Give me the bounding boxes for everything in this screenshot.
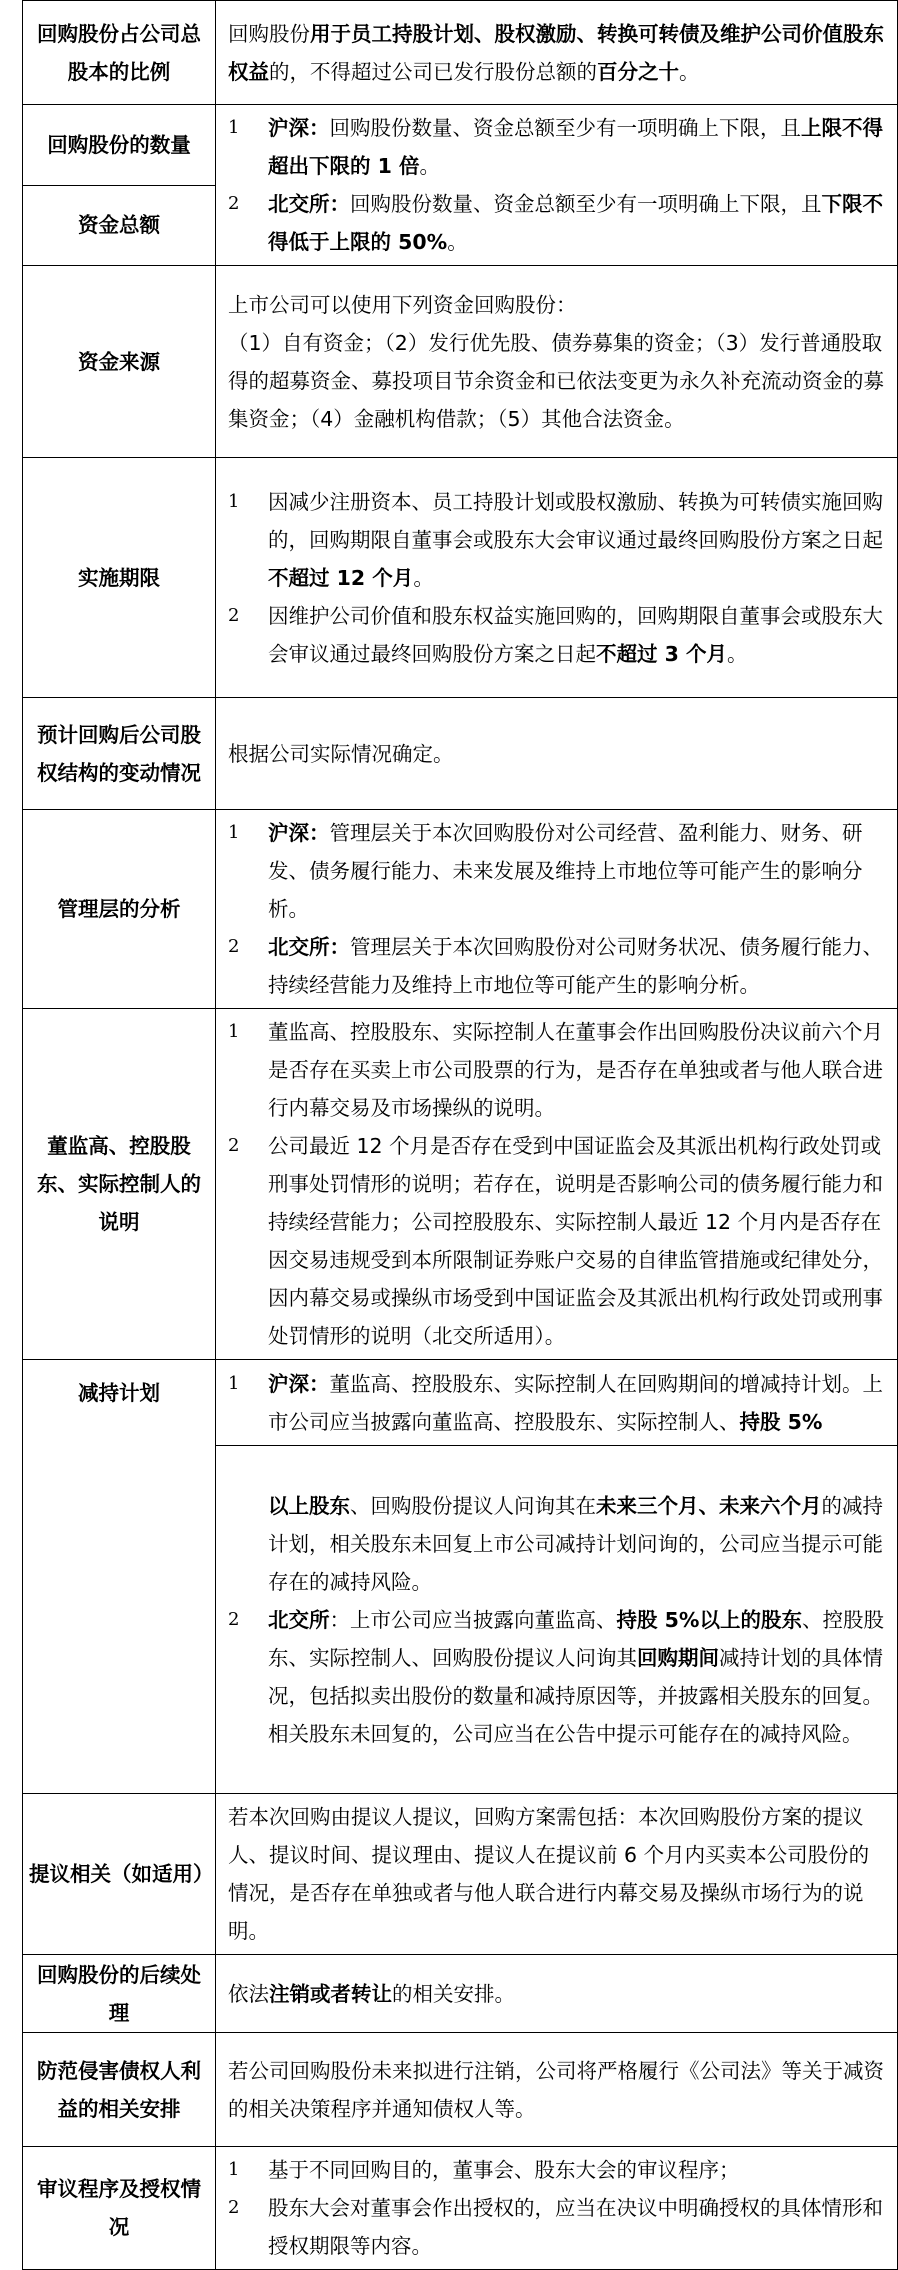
list-item (228, 1013, 887, 1127)
text-run: 董监高、控股股东、实际控制人在董事会作出回购股份决议前六个月是否存在买卖上市公司股票的行为，是否存在单独或者与他人联合进行内幕交易及市场操纵的说明。 (268, 1020, 883, 1120)
row-content (216, 105, 898, 266)
bold-run: 用于员工持股计划、股权激励、转换可转债及维护公司价值股东权益 (228, 21, 884, 84)
item-number: 1 (228, 2159, 240, 2180)
bold-run: 沪深： (268, 1371, 330, 1396)
list-item (228, 1127, 887, 1355)
list-item (228, 2151, 887, 2189)
list-item (228, 483, 887, 597)
table-row (23, 2033, 898, 2147)
bold-run: 回购期间 (637, 1645, 719, 1670)
item-text (268, 185, 887, 261)
text-run: 的，不得超过公司已发行股份总额的 (269, 59, 597, 84)
row-content: 若公司回购股份未来拟进行注销，公司将严格履行《公司法》等关于减资的相关决策程序并通知债权人等。 (216, 2033, 898, 2147)
rich-para (228, 22, 884, 84)
row-label: 防范侵害债权人利益的相关安排 (23, 2033, 216, 2147)
item-number: 2 (228, 604, 240, 626)
bold-run: 未来三个月、未来六个月 (596, 1493, 822, 1518)
text-run: 回购股份数量、资金总额至少有一项明确上下限，且 (350, 192, 822, 216)
list-item (228, 1601, 887, 1753)
text-run: 。 (679, 59, 700, 84)
text-run: 的相关安排。 (392, 1981, 515, 2006)
row-content (216, 1, 898, 105)
table-row (23, 1009, 898, 1360)
repurchase-rules-table (22, 0, 898, 2270)
row-content (216, 810, 898, 1009)
text-run: 、回购股份提议人问询其在 (350, 1493, 596, 1518)
funding-intro: 上市公司可以使用下列资金回购股份： (228, 292, 577, 317)
bold-run: 沪深： (268, 116, 330, 140)
item-number: 1 (228, 490, 240, 512)
text-run: 、控股股东、实际控制人、回购股份提议人问询其 (268, 1607, 884, 1670)
text-run: 管理层关于本次回购股份对公司经营、盈利能力、财务、研发、债务履行能力、未来发展及维持上市地位等可能产生的影响分析。 (268, 821, 863, 921)
bold-run: 百分之十 (597, 59, 679, 84)
bold-run: 北交所 (268, 1607, 330, 1632)
text-run: 。 (727, 641, 748, 666)
table-row (23, 2147, 898, 2270)
table-row (23, 1360, 898, 1446)
row-label: 回购股份占公司总股本的比例 (23, 1, 216, 105)
item-number: 1 (228, 1372, 240, 1394)
row-content: 若本次回购由提议人提议，回购方案需包括：本次回购股份方案的提议人、提议时间、提议理由、提议人在提议前 6 个月内买卖本公司股份的情况，是否存在单独或者与他人联合进行内幕交易及操纵市场行为的说明。 (216, 1794, 898, 1955)
item-text (268, 1127, 887, 1355)
item-number: 1 (228, 1021, 240, 1042)
text-run: 因减少注册资本、员工持股计划或股权激励、转换为可转债实施回购的，回购期限自董事会或股东大会审议通过最终回购股份方案之日起 (268, 489, 883, 552)
item-number: 1 (228, 822, 240, 843)
item-text (268, 597, 887, 673)
item-text (268, 814, 887, 928)
item-text (268, 109, 887, 185)
text-run: 管理层关于本次回购股份对公司财务状况、债务履行能力、持续经营能力及维持上市地位等可能产生的影响分析。 (268, 935, 883, 997)
text-run: ：上市公司应当披露向董监高、 (329, 1607, 617, 1632)
text-run: 。 (413, 565, 434, 590)
table-row (23, 1955, 898, 2033)
item-number: 2 (228, 1135, 240, 1156)
table-row (23, 458, 898, 698)
item-text (268, 2189, 887, 2265)
text-run: 的减持计划，相关股东未回复上市公司减持计划问询的，公司应当提示可能存在的减持风险。 (268, 1493, 883, 1594)
row-content (216, 1360, 898, 1446)
item-continuation (228, 1487, 887, 1601)
table-row (23, 698, 898, 810)
item-text (268, 1013, 887, 1127)
list-item (228, 928, 887, 1004)
bold-run: 下限不得低于上限的 50% (268, 192, 883, 254)
item-number: 2 (228, 2197, 240, 2218)
text-run: 董监高、控股股东、实际控制人在回购期间的增减持计划。上市公司应当披露向董监高、控股股东、实际控制人、 (268, 1371, 883, 1434)
bold-run: 以上股东 (268, 1493, 350, 1518)
row-label: 资金总额 (23, 185, 216, 266)
item-number: 2 (228, 193, 240, 214)
row-content (216, 1009, 898, 1360)
rich-para (228, 1982, 515, 2006)
text-run: 回购股份数量、资金总额至少有一项明确上下限，且 (329, 116, 801, 140)
item-number: 2 (228, 1608, 240, 1630)
text-run: 。 (447, 230, 468, 254)
row-label: 资金来源 (23, 266, 216, 458)
row-content (216, 2147, 898, 2270)
table-row (23, 105, 898, 186)
item-text (268, 928, 887, 1004)
table-row (23, 810, 898, 1009)
bold-run: 上限不得超出下限的 1 倍 (268, 116, 883, 178)
bold-run: 持股 5% (739, 1409, 823, 1434)
bold-run: 北交所： (268, 192, 350, 216)
table-row (23, 1, 898, 105)
row-label: 回购股份的数量 (23, 105, 216, 186)
item-number: 2 (228, 936, 240, 957)
table-row (23, 1794, 898, 1955)
row-label: 实施期限 (23, 458, 216, 698)
list-item (228, 185, 887, 261)
item-number: 1 (228, 117, 240, 138)
row-content (216, 266, 898, 458)
item-text (268, 2151, 887, 2189)
item-text (268, 1601, 887, 1753)
row-label: 预计回购后公司股权结构的变动情况 (23, 698, 216, 810)
row-content (216, 1955, 898, 2033)
row-label: 管理层的分析 (23, 810, 216, 1009)
list-item (228, 814, 887, 928)
text-run: 依法 (228, 1981, 269, 2006)
bold-run: 持股 5%以上的股东 (616, 1607, 802, 1632)
bold-run: 北交所： (268, 935, 350, 959)
row-label: 审议程序及授权情况 (23, 2147, 216, 2270)
row-label: 董监高、控股股东、实际控制人的说明 (23, 1009, 216, 1360)
funding-body: （1）自有资金；（2）发行优先股、债券募集的资金；（3）发行普通股取得的超募资金、募投项目节余资金和已依法变更为永久补充流动资金的募集资金；（4）金融机构借款；（5）其他合法资金。 (228, 330, 884, 431)
text-run: 因维护公司价值和股东权益实施回购的，回购期限自董事会或股东大会审议通过最终回购股份方案之日起 (268, 603, 883, 666)
text-run: 公司最近 12 个月是否存在受到中国证监会及其派出机构行政处罚或刑事处罚情形的说明；若存在，说明是否影响公司的债务履行能力和持续经营能力；公司控股股东、实际控制人最近 12 个月内是否存在因交易违规受到本所限制证券账户交易的自律监管措施或纪律处分，因内幕交易或操纵市场受到中国证监会及其派出机构行政处罚或刑事处罚情形的说明（北交所适用）。 (268, 1134, 883, 1348)
text-run: 基于不同回购目的，董事会、股东大会的审议程序； (268, 2158, 740, 2182)
bold-run: 不超过 12 个月 (268, 565, 414, 590)
list-item (228, 109, 887, 185)
text-run: 股东大会对董事会作出授权的，应当在决议中明确授权的具体情形和授权期限等内容。 (268, 2196, 883, 2258)
row-label: 提议相关（如适用） (23, 1794, 216, 1955)
row-content: 根据公司实际情况确定。 (216, 698, 898, 810)
table-row (23, 266, 898, 458)
item-text (268, 1365, 887, 1441)
bold-run: 沪深： (268, 821, 330, 845)
text-run: 回购股份 (228, 21, 310, 46)
list-item (228, 2189, 887, 2265)
row-content (216, 458, 898, 698)
row-label: 回购股份的后续处理 (23, 1955, 216, 2033)
list-item (228, 597, 887, 673)
text-run: 减持计划的具体情况，包括拟卖出股份的数量和减持原因等，并披露相关股东的回复。相关股东未回复的，公司应当在公告中提示可能存在的减持风险。 (268, 1645, 883, 1746)
row-label: 减持计划 (23, 1360, 216, 1794)
row-content (216, 1446, 898, 1794)
item-text (268, 483, 887, 597)
list-item (228, 1365, 887, 1441)
bold-run: 注销或者转让 (269, 1981, 392, 2006)
bold-run: 不超过 3 个月 (596, 641, 728, 666)
text-run: 。 (419, 154, 441, 178)
